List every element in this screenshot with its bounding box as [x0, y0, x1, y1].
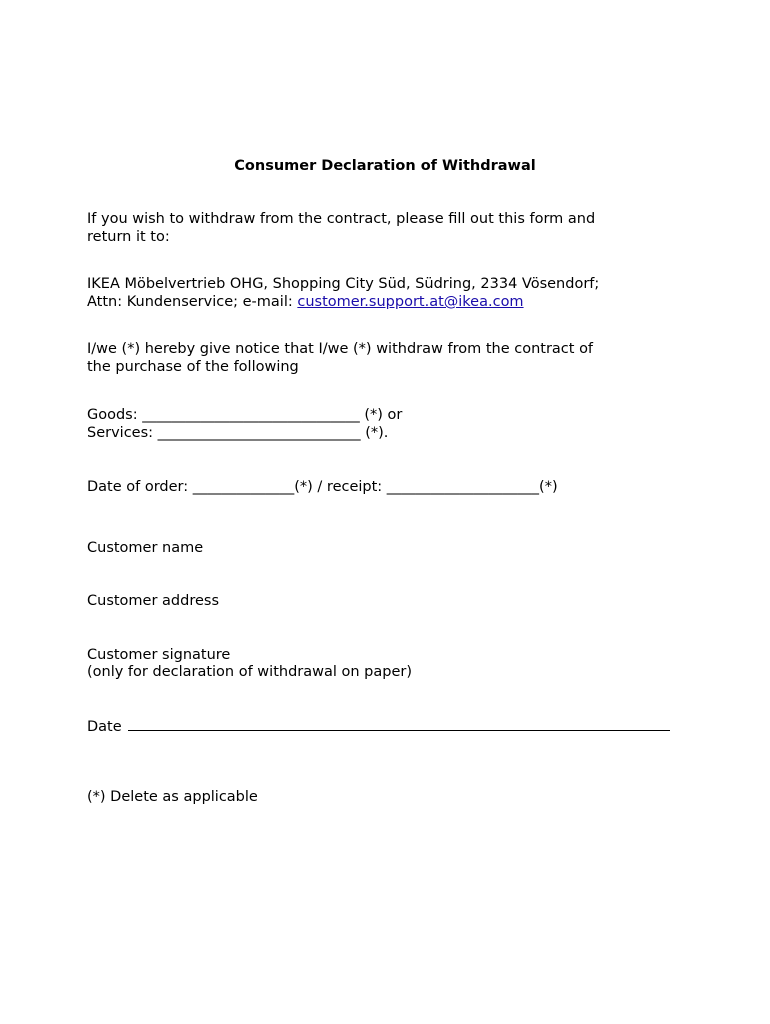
notice-line-2: the purchase of the following: [87, 359, 299, 375]
document-title: Consumer Declaration of Withdrawal: [234, 158, 536, 174]
services-line: Services: ____________________________ (*).: [87, 425, 389, 441]
address-line-1: IKEA Möbelvertrieb OHG, Shopping City Süd, Südring, 2334 Vösendorf;: [87, 276, 600, 292]
intro-line-2: return it to:: [87, 229, 170, 245]
notice-line-1: I/we (*) hereby give notice that I/we (*) withdraw from the contract of: [87, 341, 594, 357]
signature-note: (only for declaration of withdrawal on paper): [87, 664, 413, 680]
intro-line-1: If you wish to withdraw from the contract, please fill out this form and: [87, 211, 596, 227]
date-of-order-line: Date of order: ______________(*) / receipt: _____________________(*): [87, 479, 558, 495]
address-attn-text: Attn: Kundenservice; e-mail:: [87, 294, 298, 310]
date-label: Date: [87, 719, 122, 735]
address-line-2: [87, 293, 524, 311]
date-row: [87, 717, 670, 736]
customer-name-label: Customer name: [87, 540, 204, 556]
goods-line: Goods: ______________________________ (*) or: [87, 407, 403, 423]
customer-address-label: Customer address: [87, 593, 220, 609]
customer-signature-label: Customer signature: [87, 647, 231, 663]
date-underline: [128, 717, 670, 731]
email-link[interactable]: customer.support.at@ikea.com: [297, 294, 524, 310]
footnote: (*) Delete as applicable: [87, 789, 258, 805]
